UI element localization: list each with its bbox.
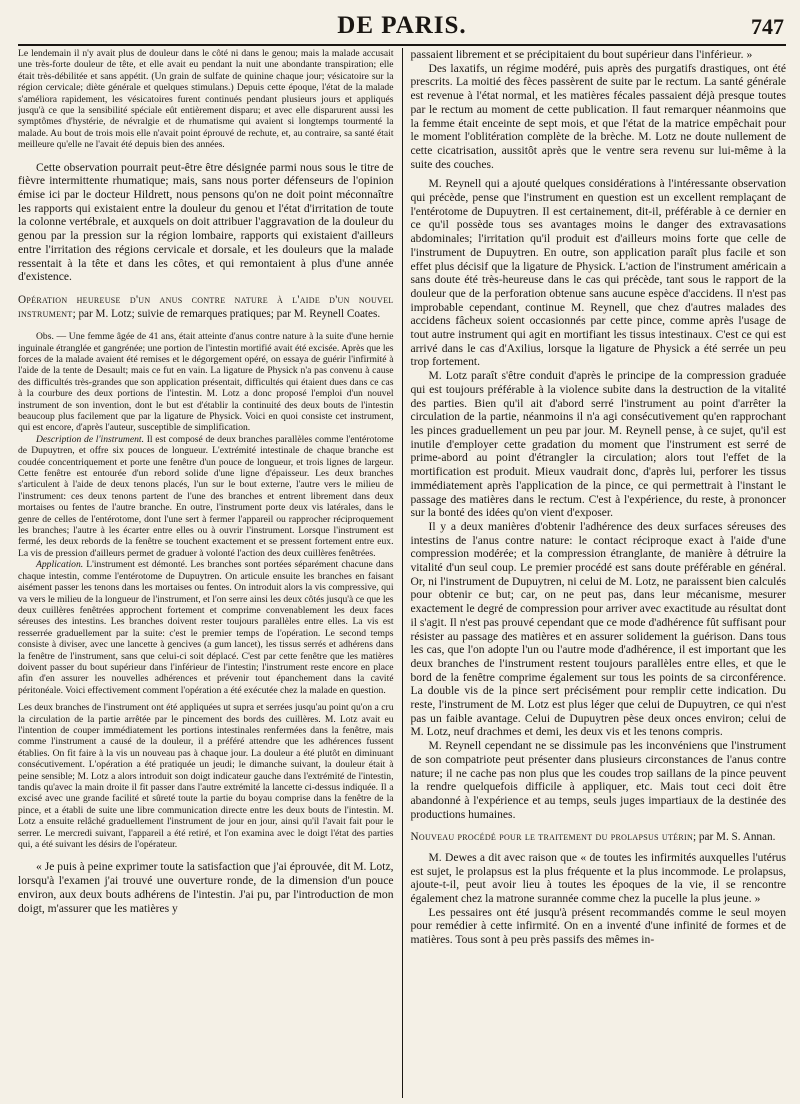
page-header (18, 0, 786, 46)
right-column (403, 48, 787, 1098)
paragraph: M. Lotz paraît s'être conduit d'après le principe de la compression graduée qui est toujours préférable à la violence subite dans la destruction de la vitalité des parties. Bien qu'il ait d'abord serré l'instrument au point d'arrêter la circulation de la partie, néanmoins il n'a agi consécutivement qu'en rapprochant les pinces graduellement un peu par jour. M. Reynell pense, à ce sujet, qu'il est inutile d'employer cette gradation du moment que l'instrument est serré de prime-abord au point d'étrangler la circulation; alors tout l'effet de la mortification est produit. Mieux vaudrait donc, d'après lui, perforer les tissus immédiatement après l'application de la pince, ce qui permettrait à l'instant le passage des matières dans le rectum. C'est à l'expérience, du reste, à prononcer sur la bonté des idées qu'on vient d'exposer. (410, 369, 786, 520)
left-column (18, 48, 402, 1098)
paragraph: M. Dewes a dit avec raison que « de toutes les infirmités auxquelles l'utérus est sujet, le prolapsus est la plus fréquente et la plus incommode. Le prolapsus, ajoute-t-il, peut avoir lieu à toutes les époques de la vie, il se rencontre également chez la matrone surannée comme chez la pucelle la plus jeune. » (410, 850, 786, 906)
paragraph: Cette observation pourrait peut-être être désignée parmi nous sous le titre de fièvre intermittente rhumatique; mais, sans nous porter défenseurs de l'opinion émise ici par le docteur Hildrett, nous pensons qu'on ne doit point méconnaître les rapports qui existaient entre la douleur du genou et l'état d'irritation de toute la colonne vertébrale, et auxquels on doit attribuer l'aggravation de la douleur du genou par la pression sur la région lombaire, rapports qui existaient d'ailleurs entre l'irritation des régions cervicale et dorsale, et les douleurs que la malade ressentait à la tête et dans les côtes, et qui remontaient à plus d'une année d'existence. (18, 160, 394, 284)
paragraph: Les deux branches de l'instrument ont été appliquées ut supra et serrées jusqu'au point qu'on a cru la circulation de la partie arrêtée par le pincement des bords des cuillères. M. Lotz avait eu l'intention de couper immédiatement les portions intestinales renfermées dans la fenêtre, mais comme l'instrument a causé de la douleur, il a préféré attendre que les adhérences fussent établies. On fit faire à la vis un nouveau pas à chaque jour. La douleur a été plutôt en diminuant consécutivement. L'opération a été pratiquée un jeudi; le dimanche suivant, la douleur était à peine sensible; M. Lotz a alors introduit son doigt indicateur gauche dans l'extrémité de l'intestin, tandis qu'avec la main droite il fit passer dans l'autre extrémité la lancette ci-dessus indiquée. Il a excisé avec une grande facilité et sûreté toute la partie du boyau comprise dans la fenêtre de la pince, et a établi de suite une libre communication directe entre les deux bouts de l'intestin. M. Lotz a ensuite relâché graduellement l'instrument de jour en jour, ainsi qu'il l'avait fait pour le serrer. Le mercredi suivant, l'appareil a été retiré, et l'on examina avec le doigt l'état des parties qui, a été suivant les désirs de l'opérateur. (18, 702, 394, 851)
paragraph: Obs. — Une femme âgée de 41 ans, était atteinte d'anus contre nature à la suite d'une hernie inguinale étranglée et gangrénée; une portion de l'intestin mortifié avait été excisée. Après que les forces de la malade avaient été remises et le dégorgement opéré, on essaya de guérir l'infirmité à l'aide de la tente de Desault; mais ce fut en vain. La ligature de Physick n'a pas convenu à cause des difficultés très-grandes que son application présentait, difficultés qui étaient dues dans ce cas à la courbure des deux portions de l'intestin. M. Lotz a donc proposé l'emploi d'un nouvel instrument de son invention, dont le but est d'établir la continuité des deux bouts de l'intestin beaucoup plus facilement que par la ligature de Physick. Voici en quoi consiste cet instrument, qui est encore, d'après l'auteur, susceptible de simplification. (18, 331, 394, 434)
heading-rest: ; par M. Lotz; suivie de remarques pratiques; par M. Reynell Coates. (72, 307, 381, 320)
paragraph: Les pessaires ont été jusqu'à présent recommandés comme le seul moyen pour remédier à cette infirmité. On en a inventé d'une infinité de formes et de matières. Tous sont à peu près passifs des mêmes in- (410, 905, 786, 947)
article-heading (411, 831, 787, 845)
running-title: DE PARIS. (337, 12, 467, 39)
article-heading (18, 294, 394, 321)
paragraph-text: L'instrument est démonté. Les branches sont portées séparément chacune dans chaque intestin, comme l'entérotome de Dupuytren. On articule ensuite les branches en faisant aisément passer les tenons dans les mortaises ou fentes. On introduit alors la vis compressive, qui va vers le milieu de la longueur de l'instrument, et l'on serre ainsi les deux côtés jusqu'à ce que les deux cuillères fenêtrées approchent fortement et comprime convenablement les deux faces séreuses des intestins. Les branches doivent rester toujours parallèles entre elles. La vis est resserrée graduellement par la suite: c'est le premier temps de l'opération. Le second temps consiste à diviser, avec une lancette à gencives (a gum lancet), les tissus serrés et adhérens dans la fenêtre de l'instrument, sans que celui-ci soit déplacé. C'est par cette fenêtre que les matières doivent passer du bout supérieur dans l'inférieur de l'intestin; l'instrument reste encore en place afin d'en assurer les nouvelles adhérences et prévenir tout épanchement dans la cavité péritonéale. Voici effectivement comment l'opération a été exécutée chez la malade en question. (18, 559, 394, 696)
paragraph-label: Description de l'instrument. (36, 433, 144, 445)
heading-caps: Opération heureuse d'un anus contre nature à l'aide d'un nouvel instrument (18, 293, 394, 320)
paragraph: Il y a deux manières d'obtenir l'adhérence des deux surfaces séreuses des intestins de l'anus contre nature: le contact réciproque exact à l'aide d'une compression modérée; et la compression étranglante, de manière à détruire la vitalité d'un seul coup. Le premier procédé est sans doute préférable en général. Or, ni l'instrument de Dupuytren, ni celui de M. Lotz, ne paraissent bien calculés pour obtenir ce but; car, on ne peut pas, dans leur mécanisme, mesurer exactement le degré de compression pour arriver avec exactitude au résultat dont il s'agit. Il n'est pas prouvé cependant que ce mode d'adhérence fût suffisant pour résister au passage des matières et en assurer solidement la guérison. Dans tous les cas, que l'on adopte l'un ou l'autre mode d'adhérence, il est important que les deux branches de l'instrument restent toujours parallèles entre elles, et que le bord de la fenêtre comprime également sur tous les points de sa circonférence. La double vis de la pince sert précisément pour remplir cette indication. Du reste, l'instrument de M. Lotz est plus léger que celui de Dupuytren, ce qui n'est pas un faible avantage. Celui de Dupuytren pèse deux onces environ; celui de M. Lotz, neuf drachmes et demi, les deux vis et les tenons compris. (410, 519, 786, 739)
page-number: 747 (751, 14, 784, 39)
paragraph: M. Reynell cependant ne se dissimule pas les inconvéniens que l'instrument de son compatriote peut présenter dans plusieurs circonstances de l'anus contre nature; il ne cache pas non plus que les coudes trop saillans de la pince peuvent la rendre quelquefois difficile à appliquer, etc. Mais tout ceci doit être abandonné à l'expérience et au temps, seuls juges impartiaux de la destinée des productions humaines. (410, 739, 786, 821)
paragraph: « Je puis à peine exprimer toute la satisfaction que j'ai éprouvée, dit M. Lotz, lorsqu'à l'examen j'ai trouvé une ouverture ronde, de la dimension d'un pouce environ, aux deux bouts adhérens de l'intestin. J'ai pu, par l'introduction de mon doigt, m'assurer que les matières y (18, 860, 394, 915)
paragraph-text: Il est composé de deux branches parallèles comme l'entérotome de Dupuytren, et offre six pouces de longueur. L'extrémité intestinale de chaque branche est coudée concentriquement et porte une fenêtre d'un pouce de longueur, et trois lignes de largeur. Cette fenêtre est entourée d'un rebord solide d'une ligne d'épaisseur. Les deux branches s'articulent à l'aide de deux tenons placés, l'un sur le bout externe, l'autre vers le milieu de l'instrument: ces deux tenons partent de l'une des branches et entrent librement dans deux mortaises ou fentes de l'autre branche. En outre, l'instrument porte deux vis latérales, dans le genre de celles de l'entérotome, dont l'une sert à fermer l'appareil ou rapprocher réciproquement les branches; l'autre à les écarter entre elles ou à ouvrir l'instrument. Lorsque l'instrument est fermé, les deux rebords de la fenêtre se touchent exactement et se pressent fortement entre eux. La vis de pression d'ailleurs permet de graduer à volonté l'action des deux cuillères fenêtrées. (18, 433, 394, 559)
heading-rest: ; par M. S. Annan. (693, 831, 776, 844)
paragraph: passaient librement et se précipitaient du bout supérieur dans l'inférieur. » (410, 48, 753, 61)
paragraph: Le lendemain il n'y avait plus de douleur dans le côté ni dans le genou; mais la malade accusait une très-forte douleur de tête, et elle avait eu pendant la nuit une abondante transpiration; elle était très-débilitée et sans appétit. (Un grain de sulfate de quinine chaque jour; vésicatoire sur la région cervicale; diète générale et quelques stimulans.) Depuis cette époque, l'état de la malade s'améliora rapidement, les vésicatoires furent continués pendant plusieurs jours et appliqués jusqu'à ce que la sensibilité spéciale eût entièrement disparu; et avec elle disparurent aussi les symptômes d'hystérie, de névralgie et de rhumatisme qui avaient si longtemps tourmenté la malade. Au bout de trois mois elle n'avait point éprouvé de rechute, et, au contraire, sa santé était meilleure qu'elle ne l'avait été depuis bien des années. (18, 48, 394, 151)
paragraph: M. Reynell qui a ajouté quelques considérations à l'intéressante observation qui précède, pense que l'instrument en question est un excellent remplaçant de l'entérotome de Dupuytren. Il est certainement, dit-il, préférable à ce dernier en ce qu'il possède tous ses avantages moins le danger des extravasations abdominales; l'irritation qu'il produit est d'ailleurs moins forte que celle de l'instrument de Dupuytren. En outre, son application paraît plus facile et son effet plus décisif que la ligature de Physick. L'action de l'instrument américain a sans doute été très-heureuse dans le cas qui précède, tant sous le rapport de la douleur que de la perforation obtenue sans aucune espèce d'accidens. Il n'est pas improbable cependant, continue M. Reynell, que chez d'autres malades des accidens fâcheux soient occasionnés par cette pince, comme après l'usage de tout autre instrument qui agit en mortifiant les tissus intestinaux. C'est ce qui est arrivé dans le cas d'Axilius, lorsque la ligature de Physick a été serrée un peu trop fortement. (410, 177, 786, 369)
paragraph (18, 434, 394, 559)
text-columns (18, 48, 786, 1098)
paragraph: Des laxatifs, un régime modéré, puis après des purgatifs drastiques, ont été prescrits. La moitié des fèces passèrent de suite par le rectum. La santé générale est revenue à l'état normal, et les matières fécales passaient déjà presque toutes par le rectum au moment de cette publication. Il faut remarquer néanmoins que la femme était enceinte de sept mois, et que l'état de la matrice empêchait pour le moment l'oblitération complète de la brèche. M. Lotz ne doute nullement de cette cicatrisation, aussitôt après que le ventre sera revenu sur lui-même à la suite des couches. (410, 61, 786, 171)
heading-caps: Nouveau procédé pour le traitement du prolapsus utérin (410, 831, 694, 844)
paragraph-label: Application. (36, 559, 84, 571)
paragraph (18, 559, 394, 696)
